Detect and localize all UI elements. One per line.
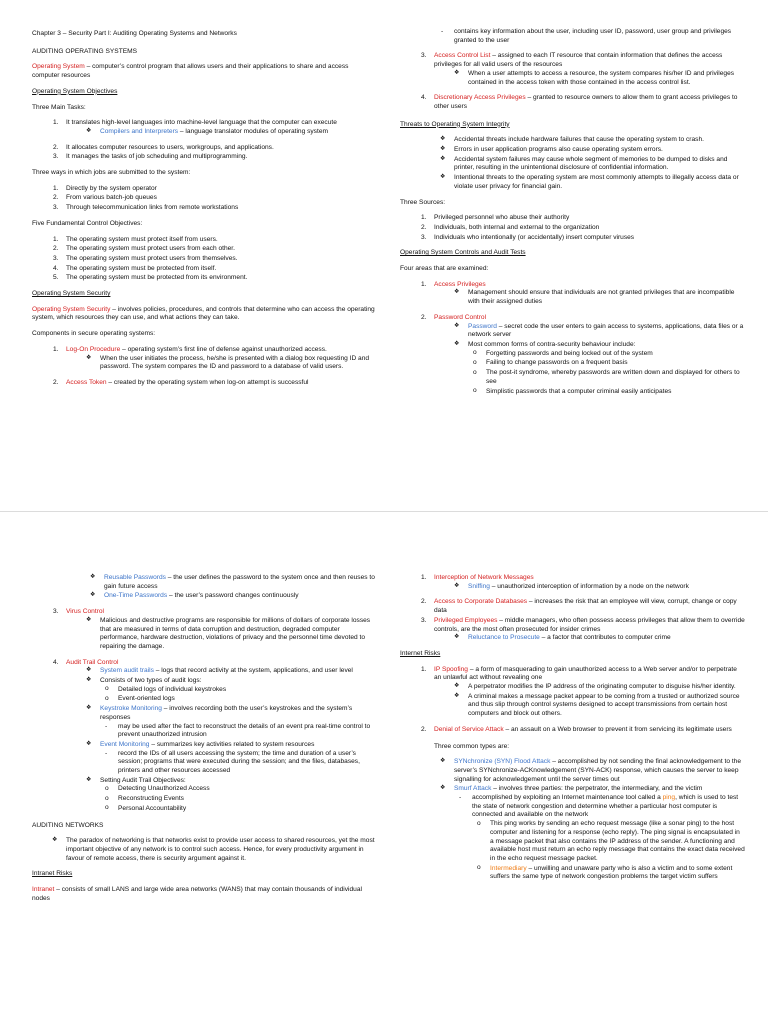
list-item [456, 794, 745, 882]
objectives-list [50, 236, 377, 284]
list-item: 3. Through telecommunication links from remote workstations [50, 204, 377, 213]
tasks-list [50, 119, 377, 162]
smurf-attack-term: Smurf Attack [454, 785, 492, 793]
list-item: o This ping works by sending an echo request message (like a sonar ping) to the host computer and listening for a response (echo reply). The ping signal is encapsulated in a message packet that also contains the IP address of the sender. A functioning and available host must return an echo reply message that contains the exact data received in the echo request message packet. [474, 820, 745, 864]
logon-sublist [84, 355, 377, 372]
os-term: Operating System [32, 63, 85, 71]
contra-security-label: Most common forms of contra-security behaviour include: [468, 340, 636, 348]
list-item: 5. The operating system must be protected from its environment. [50, 274, 377, 283]
list-item: o Personal Accountability [102, 805, 377, 814]
password-sublist [452, 323, 745, 397]
controls-heading: Operating System Controls and Audit Tests [400, 249, 526, 257]
list-item: ❖ Errors in user application programs also cause operating system errors. [438, 146, 745, 155]
os-security-def: – involves policies, procedures, and controls that determine who can access the operating system, which resources they can use, and what actions they can take. [32, 305, 375, 322]
system-audit-trails-def: – logs that record activity at the system, applications, and user level [153, 667, 353, 675]
smurf-text-a: accomplished by exploiting an Internet maintenance tool called a [472, 794, 663, 802]
virus-control-term: Virus Control [66, 608, 104, 616]
list-item [418, 666, 745, 719]
list-item [50, 119, 377, 136]
list-item: ❖ When the user initiates the process, he/she is presented with a dialog box requesting ID and password. The system compares the ID and password to a database of valid users. [84, 355, 377, 372]
threats-list [438, 136, 745, 191]
dos-term: Denial of Service Attack [434, 725, 504, 733]
sources-list [418, 214, 745, 242]
page-2-right-column [400, 574, 745, 889]
list-item: o Failing to change passwords on a frequent basis [470, 359, 745, 368]
three-sources-label: Three Sources: [400, 198, 446, 206]
five-objectives-label: Five Fundamental Control Objectives: [32, 219, 143, 227]
list-item: 2. It allocates computer resources to users, workgroups, and applications. [50, 144, 377, 153]
chapter-title-text: Chapter 3 – Security Part I: Auditing Operating Systems and Networks [32, 30, 237, 37]
contra-security-list [470, 350, 745, 397]
list-item: 2. Individuals, both internal and external to the organization [418, 224, 745, 233]
logon-def: – operating system’s first line of defense against unauthorized access. [120, 345, 327, 353]
syn-flood-term: SYNchronize (SYN) Flood Attack [454, 758, 551, 766]
paradox-list [50, 837, 377, 863]
list-item: ❖ A criminal makes a message packet appear to be coming from a trusted or authorized source and thus slip through control systems designed to accept transmissions from certain host computers and block out others. [452, 693, 745, 719]
list-item: o Event-oriented logs [102, 695, 377, 704]
list-item [418, 617, 745, 643]
list-item [84, 667, 377, 676]
audit-objectives-list [102, 785, 377, 813]
reluctance-def: – a factor that contributes to computer crime [539, 634, 671, 642]
keystroke-sublist [102, 723, 377, 740]
list-item: ❖ Malicious and destructive programs are responsible for millions of dollars of corporate losses that are measured in terms of data corruption and destruction, degraded computer performance, hardware destruction, violations of privacy and the personnel time devoted to repairing the damage. [84, 617, 377, 652]
intranet-definition [32, 886, 377, 903]
dos-def: – an assault on a Web browser to prevent it from servicing its legitimate users [503, 725, 732, 733]
three-common-types-label: Three common types are: [434, 742, 510, 750]
list-item [452, 323, 745, 340]
intranet-risks-heading: Intranet Risks [32, 870, 73, 878]
virus-sublist [84, 617, 377, 652]
list-item: o Simplistic passwords that a computer criminal easily anticipates [470, 388, 745, 397]
list-item [452, 583, 745, 592]
components-list [50, 346, 377, 388]
os-security-definition [32, 306, 377, 323]
list-item [84, 741, 377, 776]
list-item [418, 726, 745, 735]
reluctance-term: Reluctance to Prosecute [468, 634, 540, 642]
list-item: o Forgetting passwords and being locked out of the system [470, 350, 745, 359]
list-item [438, 758, 745, 784]
list-item [418, 598, 745, 615]
password-term: Password [468, 322, 497, 330]
list-item: - record the IDs of all users accessing the system; the time and duration of a user’s session; programs that were executed during the session; and the files, databases, printers and other resources accessed [102, 750, 377, 776]
token-def: – created by the operating system when log-on attempt is successful [106, 378, 309, 386]
ip-spoofing-sublist [452, 683, 745, 719]
list-item [452, 341, 745, 396]
intranet-term: Intranet [32, 886, 55, 894]
audit-trail-term: Audit Trail Control [66, 658, 119, 666]
ip-spoofing-def: – a form of masquerading to gain unauthorized access to a Web server and/or to perpetrate an unlawful act without revealing one [434, 665, 737, 682]
list-item: - contains key information about the user, including user ID, password, user group and privileges granted to the user [438, 28, 745, 45]
list-item: ❖ Accidental threats include hardware failures that cause the operating system to crash. [438, 136, 745, 145]
components-list-cont [418, 52, 745, 111]
page-2-left-column [32, 574, 377, 911]
section-heading-auditing-os: AUDITING OPERATING SYSTEMS [32, 47, 138, 55]
list-item [84, 705, 377, 740]
dos-types-list [438, 758, 745, 882]
areas-list [418, 281, 745, 396]
sniffing-term: Sniffing [468, 582, 490, 590]
three-main-tasks-label: Three Main Tasks: [32, 103, 86, 111]
list-item: 1. Privileged personnel who abuse their authority [418, 214, 745, 223]
list-item: 3. It manages the tasks of job scheduling and multiprogramming. [50, 153, 377, 162]
list-item [438, 785, 745, 882]
compilers-def: – language translator modules of operating system [178, 127, 328, 135]
list-item: 3. Individuals who intentionally (or accidentally) insert computer viruses [418, 234, 745, 243]
password-control-term: Password Control [434, 313, 487, 321]
list-item: - may be used after the fact to reconstruct the details of an event pra real-time control to prevent unauthorized intrusion [102, 723, 377, 740]
list-item: ❖ A perpetrator modifies the IP address of the originating computer to disguise his/her identity. [452, 683, 745, 692]
acl-term: Access Control List [434, 52, 491, 60]
ip-spoofing-term: IP Spoofing [434, 665, 468, 673]
list-item: 4. The operating system must be protected from itself. [50, 265, 377, 274]
list-item [50, 659, 377, 814]
smurf-text-b: , which is used to test the state of network congestion and determine whether a particular host computer is connected and available on the network [472, 794, 739, 819]
list-item: 2. The operating system must protect users from each other. [50, 245, 377, 254]
audit-sublist [84, 667, 377, 813]
interception-term: Interception of Network Messages [434, 574, 534, 581]
os-definition-text: – computer’s control program that allows users and their applications to share and access computer resources [32, 63, 349, 80]
list-item [84, 128, 377, 137]
dap-def: – granted to resource owners to allow them to grant access privileges to other users [434, 94, 738, 110]
otp-def: – the user’s password changes continuously [167, 592, 299, 600]
chapter-title [32, 30, 377, 39]
acl-def: – assigned to each IT resource that contain information that defines the access privileges for all valid users of the resources [434, 52, 723, 69]
logon-term: Log-On Procedure [66, 345, 121, 353]
list-item: ❖ Management should ensure that individuals are not granted privileges that are incompatible with their assigned duties [452, 289, 745, 306]
list-item: o Detecting Unauthorized Access [102, 785, 377, 794]
four-areas-label: Four areas that are examined: [400, 265, 489, 273]
setting-objectives-label: Setting Audit Trail Objectives: [100, 776, 186, 784]
task-1-sublist [84, 128, 377, 137]
token-detail-list [438, 28, 745, 45]
list-item: 3. The operating system must protect users from themselves. [50, 255, 377, 264]
list-item: ❖ The paradox of networking is that networks exist to provide user access to shared resources, yet the most important objective of any network is to control such access. Hence, for every productivity argument in favour of remote access, there is security argument against it. [50, 837, 377, 863]
list-item [418, 281, 745, 307]
acl-sublist [452, 70, 745, 87]
list-item [418, 314, 745, 396]
internet-risks-heading: Internet Risks [400, 649, 441, 657]
reusable-def: – the user defines the password to the system once and then reuses to gain future access [104, 574, 375, 590]
otp-term: One-Time Passwords [104, 592, 168, 600]
event-sublist [102, 750, 377, 776]
sniffing-def: – unauthorized interception of information by a node on the network [489, 582, 689, 590]
page-1-left-column [32, 30, 377, 395]
password-types-list [88, 574, 377, 601]
list-item [84, 677, 377, 704]
components-label: Components in secure operating systems: [32, 330, 156, 338]
list-item [474, 865, 745, 882]
list-item [88, 574, 377, 591]
keystroke-monitoring-term: Keystroke Monitoring [100, 705, 162, 713]
event-monitoring-def: – summarizes key activities related to system resources [149, 740, 315, 748]
privileged-employees-def: – middle managers, who often possess access privileges that allow them to override controls, are the most often prosecuted for insider crimes [434, 616, 745, 633]
list-item [452, 634, 745, 643]
os-security-heading: Operating System Security [32, 290, 111, 298]
smurf-attack-def: – involves three parties: the perpetrator, the intermediary, and the victim [491, 785, 703, 793]
ping-term: ping [662, 794, 676, 802]
areas-list-cont [50, 608, 377, 813]
password-def: – secret code the user enters to gain access to systems, applications, data files or a network server [468, 322, 744, 339]
os-objectives-heading: Operating System Objectives [32, 87, 118, 95]
two-types-label: Consists of two types of audit logs: [100, 677, 202, 685]
os-security-term: Operating System Security [32, 305, 111, 313]
access-privileges-term: Access Privileges [434, 280, 486, 288]
intermediary-term: Intermediary [490, 864, 527, 872]
ways-list [50, 185, 377, 213]
corporate-db-def: – increases the risk that an employee will view, corrupt, change or copy data [434, 598, 737, 615]
intermediary-def: – unwilling and unaware party who is also a victim and to some extent suffers the same type of network congestion problems the target victim suffers [490, 864, 733, 881]
keystroke-monitoring-def: – involves recording both the user’s keystrokes and the system’s responses [100, 705, 353, 721]
intranet-risks-list [418, 574, 745, 643]
list-item [50, 346, 377, 372]
intranet-def: – consists of small LANS and large wide area networks (WANS) that may contain thousands of individual nodes [32, 886, 362, 902]
threats-heading: Threats to Operating System Integrity [400, 120, 510, 128]
list-item [418, 52, 745, 87]
system-audit-trails-term: System audit trails [100, 667, 154, 675]
prosecute-sublist [452, 634, 745, 643]
list-item [84, 777, 377, 814]
section-heading-auditing-networks: AUDITING NETWORKS [32, 821, 104, 829]
os-definition [32, 63, 377, 80]
list-item: o The post-it syndrome, whereby passwords are written down and displayed for others to see [470, 369, 745, 386]
compilers-term: Compilers and Interpreters [100, 127, 179, 135]
list-item [418, 94, 745, 111]
list-item: 1. The operating system must protect itself from users. [50, 236, 377, 245]
page-2 [0, 512, 768, 1024]
access-privileges-sublist [452, 289, 745, 306]
list-item: o Detailed logs of individual keystrokes [102, 686, 377, 695]
list-item [50, 379, 377, 388]
token-term: Access Token [66, 378, 107, 386]
syn-flood-def: – accomplished by not sending the final acknowledgement to the server’s SYNchronize-ACKnowledgement (SYN-ACK) response, which causes the server to keep signalling for acknowledgement until the server times out [454, 758, 741, 783]
privileged-employees-term: Privileged Employees [434, 616, 498, 624]
list-item: o Reconstructing Events [102, 795, 377, 804]
dap-term: Discretionary Access Privileges [434, 94, 526, 102]
task-1-text: It translates high-level languages into machine-level language that the computer can execute [66, 119, 337, 127]
ping-sublist [474, 820, 745, 882]
list-item: 2. From various batch-job queues [50, 194, 377, 203]
reusable-term: Reusable Passwords [104, 574, 166, 581]
page-1-right-column [400, 28, 745, 403]
log-types-list [102, 686, 377, 704]
list-item: ❖ Intentional threats to the operating system are most commonly attempts to illegally access data or violate user privacy for financial gain. [438, 174, 745, 191]
event-monitoring-term: Event Monitoring [100, 740, 150, 748]
three-ways-label: Three ways in which jobs are submitted to the system: [32, 169, 191, 177]
list-item [418, 574, 745, 591]
list-item: ❖ Accidental system failures may cause whole segment of memories to be dumped to disks and printer, resulting in the unintentional disclosure of confidential information. [438, 156, 745, 173]
corporate-db-term: Access to Corporate Databases [434, 598, 528, 606]
list-item: 1. Directly by the system operator [50, 185, 377, 194]
interception-sublist [452, 583, 745, 592]
list-item: ❖ When a user attempts to access a resource, the system compares his/her ID and privileges contained in the access token with those contained in the access control list. [452, 70, 745, 87]
smurf-sublist [456, 794, 745, 882]
list-item [50, 608, 377, 652]
internet-risks-list [418, 666, 745, 735]
list-item [88, 592, 377, 601]
